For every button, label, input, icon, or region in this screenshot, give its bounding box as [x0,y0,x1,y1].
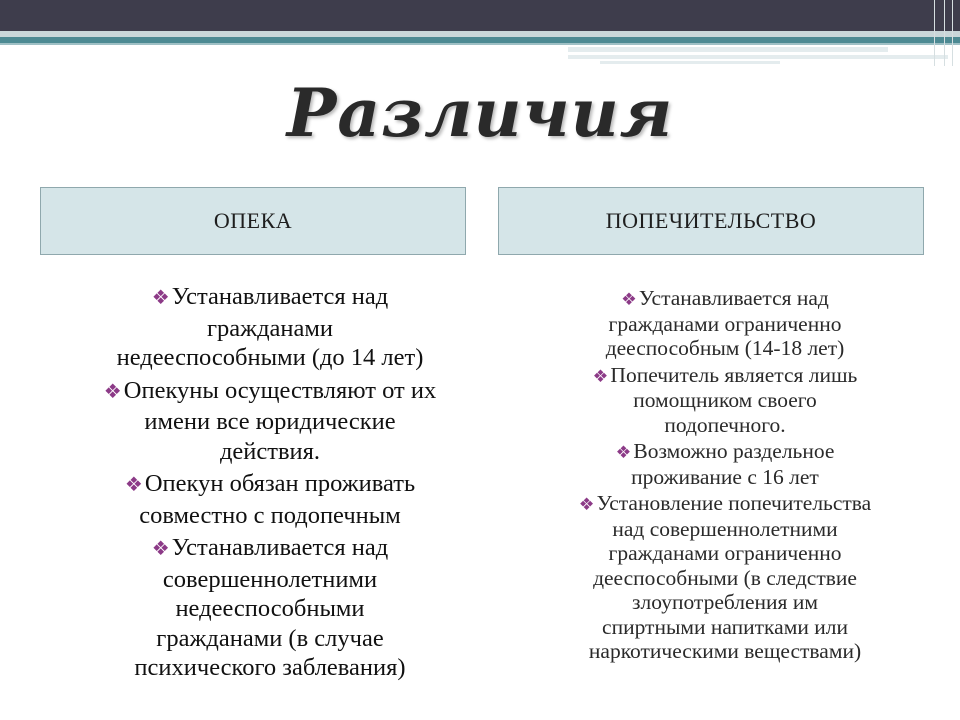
popechitelstvo-item-text: помощником своего [633,388,817,412]
popechitelstvo-item-text: над совершеннолетними [612,516,838,541]
popechitelstvo-item-text: гражданами ограниченно [608,541,842,565]
popechitelstvo-item [500,491,950,664]
opeka-item [40,282,500,373]
decorative-vline [934,0,935,66]
diamond-bullet-icon: ❖ [103,380,122,403]
diamond-bullet-icon: ❖ [151,287,170,309]
popechitelstvo-item-text: Устанавливается над [638,286,829,310]
opeka-item-text: Устанавливается над [171,534,389,561]
popechitelstvo-item [500,363,950,438]
popechitelstvo-list [500,286,950,666]
opeka-header [40,187,466,255]
opeka-item-text: Опекун обязан проживать [144,470,416,497]
opeka-header-label: ОПЕКА [213,208,293,233]
popechitelstvo-item-text: наркотическими веществами) [588,639,862,663]
popechitelstvo-item-text: Попечитель является лишь [610,362,858,387]
opeka-item-text: Устанавливается над [171,283,389,310]
decorative-vline [952,0,953,66]
opeka-item [40,533,500,683]
diamond-bullet-icon: ❖ [124,474,143,496]
popechitelstvo-item [500,439,950,489]
diamond-bullet-icon: ❖ [151,538,170,560]
opeka-item-text: действия. [219,437,321,465]
opeka-item-text: совершеннолетними [162,565,378,593]
decorative-stripe [0,43,960,45]
popechitelstvo-header-label: ПОПЕЧИТЕЛЬСТВО [605,208,817,233]
decorative-line [600,61,780,64]
popechitelstvo-header [498,187,924,255]
opeka-item-text: имени все юридические [144,408,396,435]
slide-title: Различия [286,74,674,152]
decorative-line [568,47,888,52]
popechitelstvo-item-text: дееспособным (14-18 лет) [605,336,845,360]
opeka-item-text: гражданами [206,314,334,342]
opeka-item [40,469,500,530]
popechitelstvo-item [500,286,950,361]
diamond-bullet-icon: ❖ [578,494,595,514]
opeka-item-text: гражданами (в случае [156,624,384,652]
decorative-line [568,55,948,59]
popechitelstvo-item-text: злоупотребления им [632,590,818,614]
popechitelstvo-item-text: спиртными напитками или [602,614,848,639]
opeka-item-text: недееспособными [175,595,365,622]
opeka-item-text: совместно с подопечным [139,501,401,529]
diamond-bullet-icon: ❖ [621,289,637,309]
opeka-item-text: психического заблевания) [134,654,406,681]
diamond-bullet-icon: ❖ [615,442,632,462]
diamond-bullet-icon: ❖ [592,365,609,386]
popechitelstvo-item-text: проживание с 16 лет [631,464,819,489]
popechitelstvo-item-text: гражданами ограниченно [608,311,842,336]
popechitelstvo-item-text: дееспособными (в следствие [593,565,857,590]
opeka-list [40,282,500,686]
opeka-item-text: Опекуны осуществляют от их [123,376,437,404]
popechitelstvo-item-text: Возможно раздельное [633,439,835,463]
decorative-vline [944,0,945,66]
popechitelstvo-item-text: подопечного. [664,412,786,437]
popechitelstvo-item-text: Установление попечительства [596,491,872,515]
opeka-item [40,376,500,467]
opeka-item-text: недееспособными (до 14 лет) [116,344,424,371]
